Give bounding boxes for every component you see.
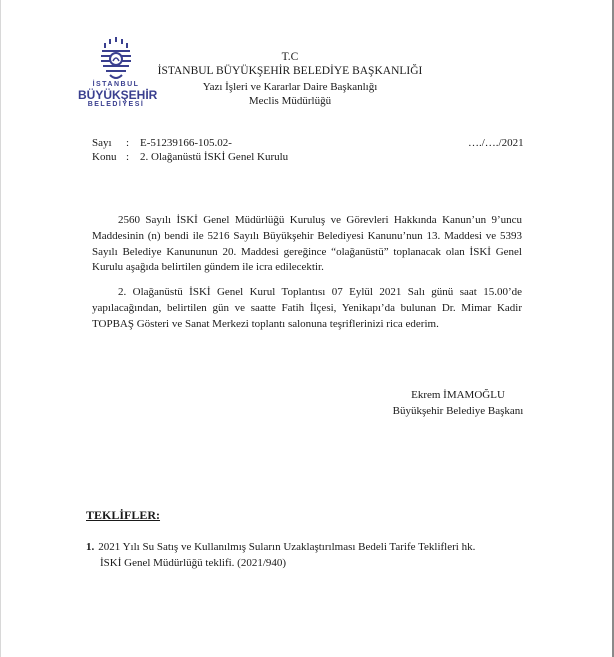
- proposal-text-2: İSKİ Genel Müdürlüğü teklifi. (2021/940): [100, 556, 287, 569]
- proposal-number: 1.: [86, 541, 95, 553]
- logo-metro-text: BÜYÜKŞEHİR: [78, 88, 158, 102]
- reference-number-row: [92, 137, 232, 149]
- proposal-item: [86, 540, 530, 572]
- document-date: …./…./2021: [468, 137, 524, 149]
- body-paragraph-1: 2560 Sayılı İSKİ Genel Müdürlüğü Kuruluş ve Görevleri Hakkında Kanun’un 9’uncu Maddesinin (n) bendi ile 5216 Sayılı Büyükşehir Belediyesi Kanunu’nun 13. Maddesi ve 5393 Sayılı Belediye Kanununun 20. Maddesi gereğince “olağanüstü” toplanacak olan İSKİ Genel Kurulu aşağıda belirtilen gündem ile icra edilecektir.: [92, 214, 522, 274]
- reference-colon: :: [126, 137, 130, 149]
- proposals-heading: TEKLİFLER:: [86, 508, 161, 522]
- logo-city-text: İSTANBUL: [92, 81, 140, 88]
- page-edge-left: [0, 0, 1, 657]
- reference-number-label: Sayı: [92, 137, 112, 149]
- signatory-title: Büyükşehir Belediye Başkanı: [392, 405, 524, 417]
- logo-municipality-text: BELEDİYESİ: [87, 101, 145, 108]
- reference-number-value: E-51239166-105.02-: [140, 137, 232, 149]
- header-directorate: Meclis Müdürlüğü: [248, 95, 332, 107]
- subject-colon: :: [126, 151, 130, 163]
- proposal-line-1: [86, 540, 530, 556]
- subject-value: 2. Olağanüstü İSKİ Genel Kurulu: [140, 151, 289, 163]
- header-tc: T.C: [281, 51, 299, 63]
- header-department: Yazı İşleri ve Kararlar Daire Başkanlığı: [202, 81, 378, 93]
- signatory-name: Ekrem İMAMOĞLU: [411, 389, 505, 401]
- proposal-text-1: 2021 Yılı Su Satış ve Kullanılmış Suların Uzaklaştırılması Bedeli Tarife Teklifleri hk.: [98, 541, 476, 553]
- body-paragraph-2: 2. Olağanüstü İSKİ Genel Kurul Toplantısı 07 Eylül 2021 Salı günü saat 15.00’de yapılacağından, belirtilen gün ve saatte Fatih İlçesi, Yenikapı’da bulunan Dr. Mimar Kadir TOPBAŞ Gösteri ve Sanat Merkezi toplantı salonuna teşriflerinizi rica ederim.: [92, 286, 522, 330]
- ibb-emblem-icon: [96, 37, 136, 81]
- header-institution: İSTANBUL BÜYÜKŞEHİR BELEDİYE BAŞKANLIĞI: [157, 65, 423, 77]
- subject-label: Konu: [92, 151, 117, 163]
- subject-row: [92, 151, 288, 163]
- ibb-logo: [78, 37, 158, 109]
